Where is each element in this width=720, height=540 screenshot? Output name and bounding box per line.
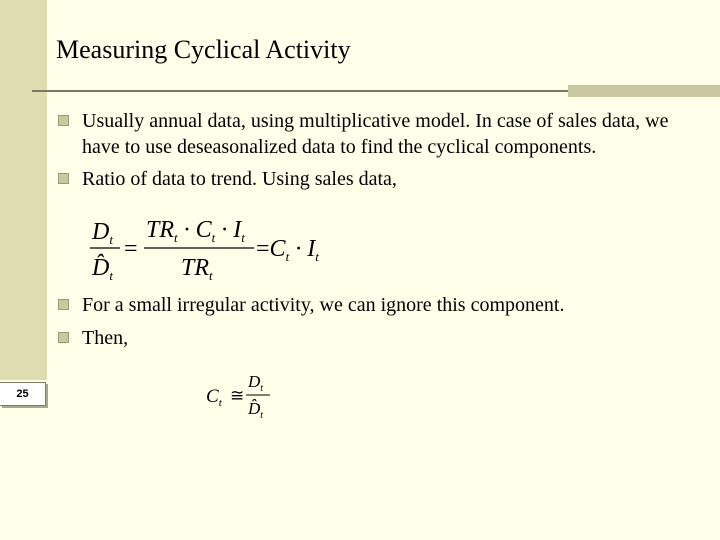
slide-title: Measuring Cyclical Activity bbox=[56, 35, 351, 64]
svg-text:Ct: $C_t$ bbox=[206, 386, 222, 409]
equation-cyclical-approx bbox=[204, 370, 284, 426]
equation-ratio bbox=[86, 212, 346, 286]
bullet-square-icon bbox=[58, 299, 69, 310]
bullet-item bbox=[58, 166, 708, 192]
bullet-text: Then, bbox=[82, 327, 129, 349]
bullet-item bbox=[58, 325, 708, 351]
svg-text:Dt: $D_t$ bbox=[92, 219, 113, 247]
bullet-text: Ratio of data to trend. Using sales data, bbox=[82, 168, 397, 190]
svg-text:TRt: $TR_t$ bbox=[181, 255, 213, 283]
bullet-text: Usually annual data, using multiplicative model. In case of sales data, we have to use deseasonalized data to find the cyclical components. bbox=[82, 110, 669, 158]
svg-text:TRt · Ct · It: $TR_t \cdot C_t \cdot I_t$ bbox=[146, 217, 245, 245]
title-divider-accent bbox=[568, 85, 720, 97]
svg-text:D̂t: $D̂_t$ bbox=[92, 255, 113, 283]
slide-sidebar bbox=[0, 0, 47, 380]
bullet-square-icon bbox=[58, 173, 69, 184]
bullet-square-icon bbox=[58, 332, 69, 343]
bullet-text: For a small irregular activity, we can ignore this component. bbox=[82, 294, 565, 316]
svg-text:≅: ≅ bbox=[230, 386, 245, 405]
slide-number-box bbox=[0, 382, 46, 406]
bullet-item bbox=[58, 292, 708, 318]
slide-number: 25 bbox=[16, 388, 29, 400]
svg-text:Dt: $D_t$ bbox=[248, 372, 264, 394]
svg-text:D̂t: $D̂_t$ bbox=[248, 399, 264, 421]
bullet-item bbox=[58, 108, 708, 160]
bullet-square-icon bbox=[58, 115, 69, 126]
svg-text:=: = bbox=[124, 236, 138, 262]
svg-text:=Ct · It: $=C_t \cdot I_t$ bbox=[256, 236, 319, 264]
